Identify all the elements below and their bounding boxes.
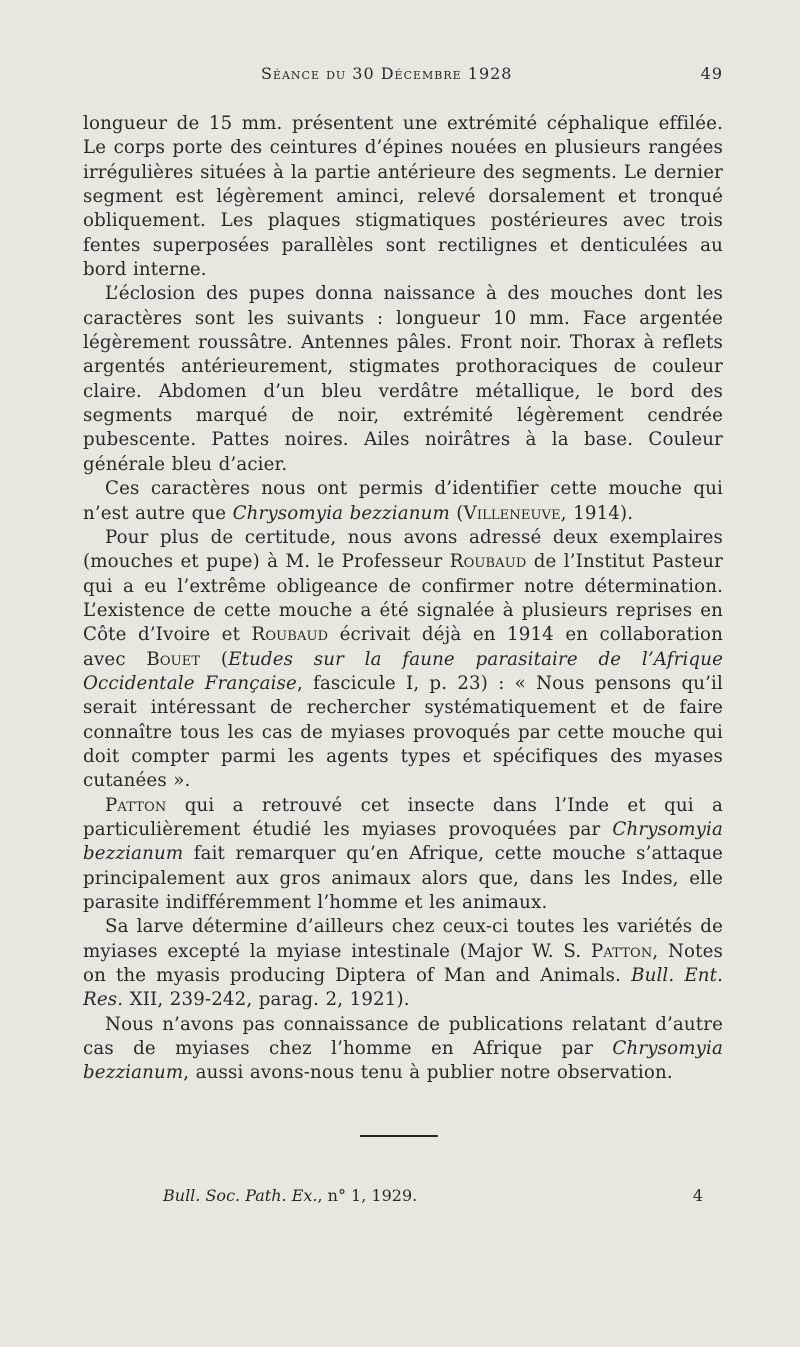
text-run: , Notes on the myasis producing Diptera of Man and Animals. bbox=[83, 940, 723, 987]
signature-mark: 4 bbox=[692, 1186, 703, 1205]
author-name: Villeneuve bbox=[463, 502, 561, 524]
paragraph bbox=[83, 282, 723, 477]
italic-run: Etudes sur la faune parasitaire de l’Afrique Occidentale Française bbox=[83, 648, 723, 694]
paragraph bbox=[83, 112, 723, 282]
paragraph bbox=[83, 915, 723, 1012]
text-run: ( bbox=[200, 648, 229, 670]
text-run: Nous n’avons pas connaissance de publications relatant d’autre cas de myiases chez l’homme en Afrique par bbox=[83, 1013, 723, 1060]
text-run: L’éclosion des pupes donna naissance à des mouches dont les caractères sont les suivants : longueur 10 mm. Face argentée légèrement roussâtre. Antennes pâles. Front noir. Thorax à reflets argentés antérieurement, stigmates prothoraciques de couleur claire. Abdomen d’un bleu verdâtre métallique, le bord des segments marqué de noir, extrémité légèrement cendrée pubescente. Pattes noires. Ailes noirâtres à la base. Couleur générale bleu d’acier. bbox=[83, 283, 723, 475]
text-run: , fascicule I, p. 23) : « Nous pensons qu’il serait intéressant de rechercher systématiquement et de faire connaître tous les cas de myiases provoqués par cette mouche qui doit compter parmi les agents types et spécifiques des myases cutanées ». bbox=[83, 672, 723, 792]
paragraph bbox=[83, 1013, 723, 1086]
italic-run: Chrysomyia bezzianum bbox=[83, 818, 723, 865]
text-run: ( bbox=[449, 502, 464, 524]
running-title: Séance du 30 Décembre 1928 bbox=[261, 64, 513, 83]
text-run: Ces caractères nous ont permis d’identifier cette mouche qui n’est autre que bbox=[83, 478, 723, 524]
italic-run: Chrysomyia bezzianum bbox=[232, 502, 450, 524]
text-run: , 1914). bbox=[560, 502, 634, 524]
footer-citation-rest: , n° 1, 1929. bbox=[317, 1186, 418, 1205]
footer-citation-journal: Bull. Soc. Path. Ex. bbox=[163, 1186, 318, 1205]
paragraph bbox=[83, 526, 723, 794]
running-header bbox=[83, 64, 723, 92]
page-number: 49 bbox=[700, 64, 723, 83]
author-name: Patton bbox=[590, 940, 653, 962]
author-name: Bouet bbox=[146, 648, 201, 670]
author-name: Roubaud bbox=[251, 624, 329, 646]
text-run: Pour plus de certitude, nous avons adressé deux exemplaires (mouches et pupe) à M. le Professeur bbox=[83, 526, 723, 573]
author-name: Roubaud bbox=[449, 551, 527, 573]
text-run: qui a retrouvé cet insecte dans l’Inde et qui a particulièrement étudié les myiases provoquées par bbox=[83, 794, 723, 840]
text-run: longueur de 15 mm. présentent une extrémité céphalique effilée. Le corps porte des ceintures d’épines nouées en plusieurs rangées irrégulières situées à la partie antérieure des segments. Le dernier segment est légèrement aminci, relevé dorsalement et tronqué obliquement. Les plaques stigmatiques postérieures avec trois fentes superposées parallèles sont rectilignes et denticulées au bord interne. bbox=[83, 113, 723, 281]
text-run: Sa larve détermine d’ailleurs chez ceux-ci toutes les variétés de myiases excepté la myiase intestinale (Major W. S. bbox=[83, 916, 723, 962]
body-text bbox=[83, 112, 723, 1086]
author-name: Patton bbox=[105, 794, 167, 816]
section-rule bbox=[360, 1135, 438, 1137]
footer bbox=[163, 1186, 703, 1212]
text-run: écrivait déjà en 1914 en collaboration avec bbox=[83, 624, 723, 670]
paragraph bbox=[83, 794, 723, 916]
text-run: fait remarquer qu’en Afrique, cette mouche s’attaque principalement aux gros animaux alors que, dans les Indes, elle parasite indifféremment l’homme et les animaux. bbox=[83, 843, 723, 913]
text-run: XII, 239-242, parag. 2, 1921). bbox=[123, 989, 410, 1011]
italic-run: Bull. Ent. Res. bbox=[83, 965, 723, 1011]
italic-run: Chrysomyia bezzianum bbox=[83, 1038, 723, 1084]
paragraph bbox=[83, 477, 723, 526]
footer-citation bbox=[163, 1186, 417, 1205]
text-run: , aussi avons-nous tenu à publier notre observation. bbox=[183, 1062, 673, 1084]
text-run: de l’Institut Pasteur qui a eu l’extrême obligeance de confirmer notre détermination. L’existence de cette mouche a été signalée à plusieurs reprises en Côte d’Ivoire et bbox=[83, 551, 723, 646]
